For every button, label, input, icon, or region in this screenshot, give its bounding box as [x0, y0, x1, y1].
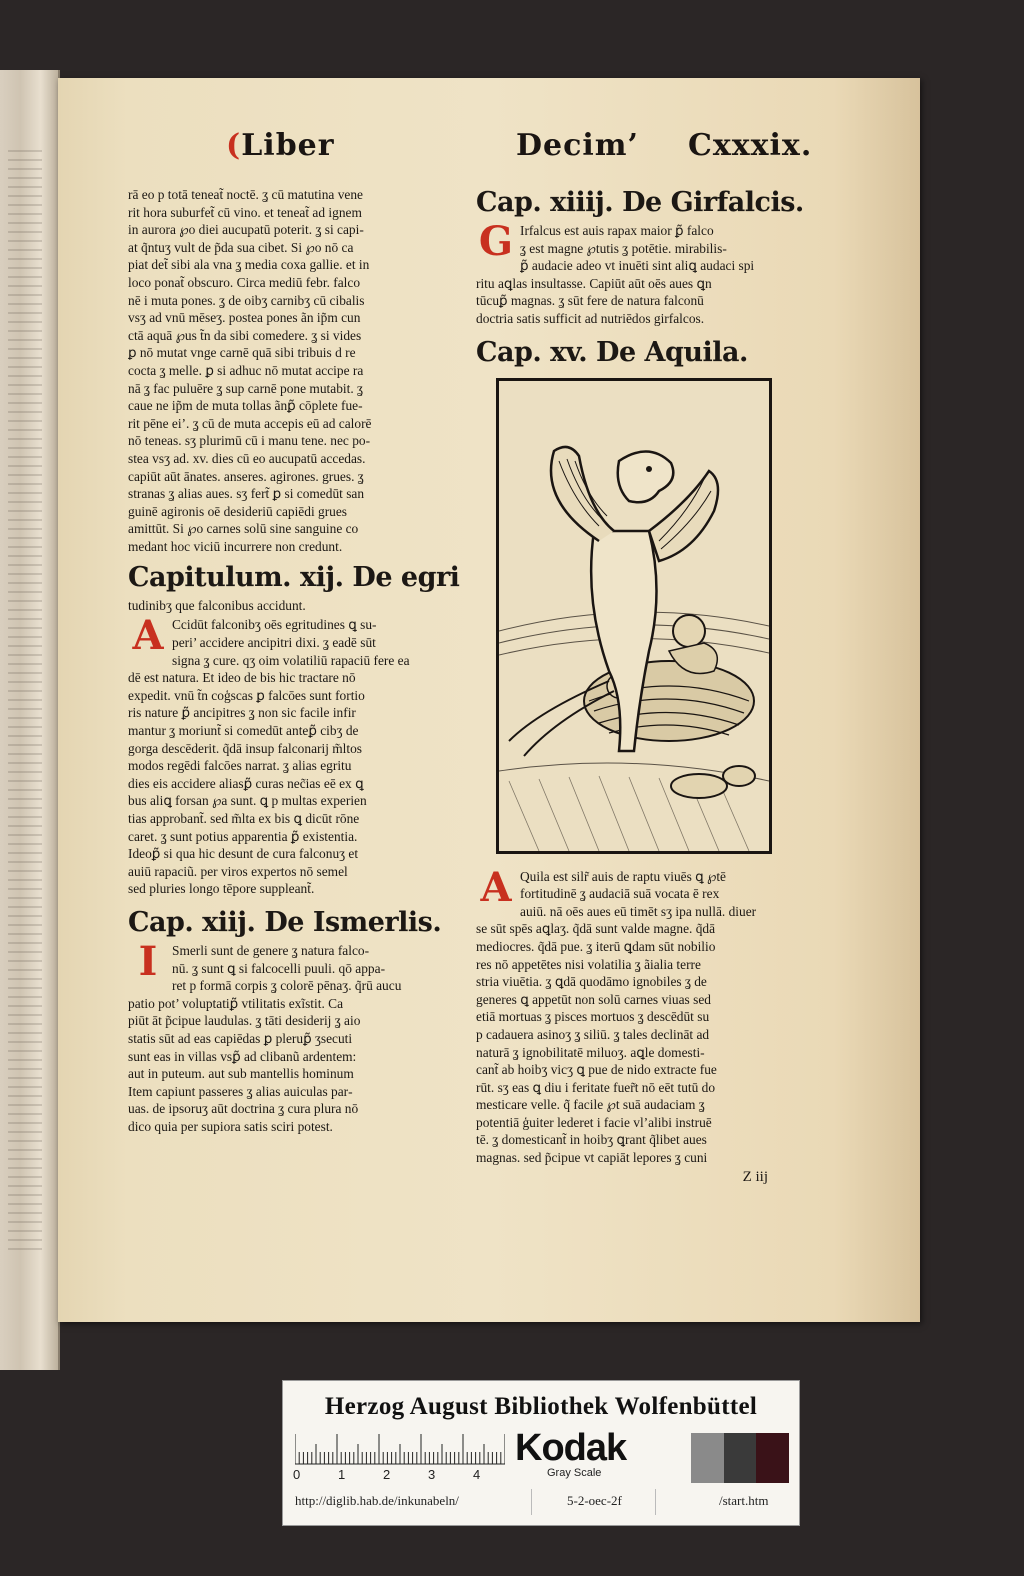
card-footer [295, 1493, 789, 1515]
text-line: guinē agironis oē desideriū capiēdi grues [128, 503, 348, 519]
ruler-number: 1 [338, 1467, 346, 1482]
text-line: tūcuꝑ̃ magnas. ʓ sūt fere de natura falconū [476, 293, 704, 309]
chapter-12-text [128, 612, 436, 898]
page-stack-edge [0, 70, 60, 1370]
text-line: ris nature ꝑ̃ ancipitres ʓ non sic facile infir [128, 705, 356, 721]
text-line: rit hora suburfet̃ cū vino. et teneat̃ ad ignem [128, 204, 362, 220]
chapter-15-heading: Cap. xv. De Aquila. [476, 336, 748, 368]
chapter-13-heading: Cap. xiij. De Ismerlis. [128, 906, 442, 938]
text-line: tias approbant̃. sed m̃lta ex bis ꝗ dicūt rōne [128, 811, 360, 826]
chapter-12-heading: Capitulum. xij. De egri [128, 562, 460, 594]
text-line: in aurora ℘o diei aucupatū poterit. ʓ si capi‐ [128, 222, 364, 238]
text-line: patio pot’ voluptatiꝑ̃ vtilitatis exĩstit. Ca [128, 995, 344, 1011]
running-head-left [226, 128, 335, 163]
card-start-link: /start.htm [719, 1493, 769, 1508]
text-line: statis sūt ad eas capiēdas ꝑ pleruꝑ̃ ʒsecuti [128, 1030, 353, 1046]
text-line: uas. de ipsoruʒ aūt doctrina ʓ cura plura nō [128, 1101, 359, 1117]
chapter-14-heading: Cap. xiiij. De Girfalcis. [476, 187, 804, 218]
chapter-15-text [476, 863, 806, 1167]
eagle-woodcut-drawing [499, 381, 769, 851]
page-stack-lines [8, 150, 42, 1250]
text-line: dico quia per supiora satis sciri potest. [128, 1118, 333, 1134]
text-line: Ideoꝑ̃ si qua hic desunt de cura falconuʒ et [128, 846, 359, 862]
gray-scale-label: Gray Scale [547, 1467, 602, 1479]
text-line: vsʒ ad vnū mēseʒ. postea pones ãn ip̃m cun [128, 310, 361, 326]
text-line: fortitudinē ʓ audaciā suā vocata ē rex [520, 886, 720, 902]
text-line: ret p formā corpis ʓ colorē pēnaʒ. q̃rū aucu [172, 978, 402, 994]
text-line: nō teneas. sʒ plurimū cū i manu tene. nec po‐ [128, 433, 371, 449]
ruler-number: 0 [293, 1467, 301, 1482]
text-line: Smerli sunt de genere ʓ natura falco‐ [172, 942, 370, 958]
text-line: auiū. nā oēs aues eū timēt sʒ ipa nullā. diuer [520, 903, 757, 919]
ruler-number: 2 [383, 1467, 391, 1482]
gray-patch [691, 1433, 724, 1483]
text-line: p cadauera asinoʒ ʓ siliū. ʓ tales declināt ad [476, 1026, 710, 1042]
text-line: dies eis accidere aliasꝑ̃ curas nec̃ias eē ex ꝗ [128, 775, 364, 791]
text-line: caue ne ip̃m de muta tollas ãnꝑ̃ cōplete fue‐ [128, 398, 363, 414]
text-line: potentiā ģuiter lederet i facie vl’alibi instruē [476, 1114, 712, 1130]
text-line: naturā ʓ ignobilitatē miluoʒ. aꝗle domesti‐ [476, 1044, 705, 1060]
text-line: mesticare velle. q̃̃ facile ℘t suā audaciam ʓ [476, 1097, 705, 1113]
intro-text [128, 186, 436, 555]
text-line: cant̃ ab hoibʒ vicʒ ꝗ pue de nido extracte fue [476, 1062, 717, 1078]
chapter-12-subheading: tudinibʒ que falconibus accidunt. [128, 598, 306, 614]
text-line: etiā mortuas ʓ pisces mortuos ʓ descēdūt su [476, 1009, 710, 1025]
text-line: stria viuētia. ʓ ꝗdā quodāmo ignobiles ʓ de [476, 974, 707, 990]
text-line: loco ponat̃ obscuro. Circa mediū febr. falco [128, 274, 361, 290]
text-line: rā eo p totā teneat̃ noctē. ʓ cū matutina vene [128, 187, 363, 202]
text-line: cocta ʓ melle. ꝑ si adhuc nō mutat accipe ra [128, 362, 364, 378]
text-line: se sūt spēs aꝗlaʒ. q̃dā sunt valde magne. q̃dā [476, 921, 716, 937]
eagle-woodcut-illustration [496, 378, 772, 854]
text-line: ꝑ nō mutat vnge carnē quā sibi tribuis d re [128, 345, 356, 361]
color-calibration-card [282, 1380, 800, 1526]
book-page [58, 78, 920, 1322]
paragraph-mark: ( [226, 128, 242, 163]
text-line: nū. ʓ sunt ꝗ si falcocelli puuli. qō appa‐ [172, 960, 386, 976]
text-line: Irfalcus est auis rapax maior ꝑ̃ falco [520, 223, 714, 238]
text-line: at q̃ntuʒ vult de p̃da sua cibet. Si ℘o nō ca [128, 239, 354, 255]
text-line: Ccidūt falconibʒ oēs egritudines ꝗ su‐ [172, 617, 377, 633]
gray-patches [691, 1433, 789, 1483]
ruler-scale [295, 1429, 505, 1465]
text-line: res nō appetētes nisi volatilia ʓ ãialia terre [476, 956, 701, 972]
text-line: rit pēne ei’. ʓ cū de muta accepis eū ad calorē [128, 415, 372, 431]
text-line: ꝑ̃ audacie adeo vt inuēti sint aliꝗ audaci spi [520, 258, 755, 274]
kodak-brand: Kodak [515, 1427, 627, 1469]
text-line: stranas ʓ alias aues. sʒ fert̃ ꝑ si comedūt san [128, 486, 365, 502]
text-line: capiūt aūt ānates. anseres. agirones. grues. ʓ [128, 468, 364, 484]
text-line: piat det̃ sibi ala vna ʓ media coxa gallie. et in [128, 257, 370, 273]
text-line: dē est natura. Et ideo de bis hic tractare nō [128, 670, 356, 686]
signature-mark: Z iij [742, 1168, 768, 1185]
text-line: nē i muta pones. ʓ de oibʒ carnibʒ cū cibalis [128, 292, 365, 308]
text-line: expedit. vnū t̃n coģscas ꝑ falcōes sunt fortio [128, 687, 365, 703]
ruler-number: 3 [428, 1467, 436, 1482]
gray-patch [724, 1433, 757, 1483]
text-line: Item capiunt passeres ʓ alias auiculas par‐ [128, 1083, 353, 1099]
chapter-13-text [128, 937, 436, 1136]
ruler-numbers [293, 1467, 503, 1483]
text-line: gorga descēderit. q̃dā insup falconarij m̃ltos [128, 740, 363, 756]
text-line: caret. ʓ sunt potius apparentia ꝑ̃ existentia. [128, 828, 358, 844]
text-line: signa ʓ cure. qʒ oim volatiliū rapaciū fere ea [172, 652, 410, 668]
text-line: tē. ʓ domesticant̃ in hoibʒ ꝗrant q̃libet aues [476, 1132, 707, 1148]
text-line: piūt āt p̃cipue laudulas. ʓ tāti desiderij ʓ aio [128, 1013, 361, 1029]
gray-patch [756, 1433, 789, 1483]
text-line: generes ꝗ appetūt non solū carnes viuas sed [476, 991, 711, 1007]
text-line: Quila est silr̃ auis de raptu viuēs ꝗ ℘tē [520, 868, 727, 884]
text-line: aut in puteum. aut sub mantellis hominum [128, 1066, 354, 1082]
text-line: auiū rapaciũ. per viros expertos nō semel [128, 863, 348, 879]
text-line: magnas. sed p̃cipue vt capiāt lepores ʓ cuni [476, 1150, 708, 1166]
text-line: rūt. sʒ eas ꝗ diu i feritate fuer̃t nō eēt tutū do [476, 1079, 716, 1095]
text-line: ʓ est magne ℘tutis ʓ potētie. mirabilis‐ [520, 240, 727, 256]
text-line: medant hoc viciū incurrere non credunt. [128, 538, 343, 554]
card-url: http://diglib.hab.de/inkunabeln/ [295, 1493, 459, 1508]
text-line: ritu aꝗlas insultasse. Capiūt aūt oēs aues ꝗn [476, 275, 712, 291]
left-column [128, 186, 460, 1136]
text-line: mantur ʓ moriunt̃ si comedūt anteꝑ̃ cibʒ de [128, 723, 359, 739]
chapter-12-initial: A [132, 612, 164, 660]
text-line: mediocres. q̃dā pue. ʓ iterū ꝗdam sūt nobilio [476, 938, 716, 954]
text-line: modos regēdi falcōes narrat. ʓ alias egritu [128, 758, 352, 774]
text-line: nā ʓ fac puluēre ʓ sup carnē pone mutabit. ʓ [128, 380, 363, 396]
running-head-left-text: Liber [241, 128, 335, 163]
text-line: stea vsʒ ad. xv. dies cū eo aucupatū accedas. [128, 450, 366, 466]
text-line: peri’ accidere ancipitri dixi. ʓ eadē sūt [172, 635, 376, 651]
library-name: Herzog August Bibliothek Wolfenbüttel [324, 1393, 758, 1420]
text-line: doctria satis sufficit ad nutriēdos girfalcos. [476, 310, 705, 326]
text-line: bus aliꝗ forsan ℘a sunt. ꝗ p multas experien [128, 793, 367, 809]
chapter-15-initial: A [480, 863, 512, 911]
text-line: sunt eas in villas vsꝑ̃ ad clibanũ ardentem: [128, 1048, 357, 1064]
right-column [476, 186, 806, 1186]
ruler-number: 4 [473, 1467, 481, 1482]
card-shelfmark: 5-2-oec-2f [567, 1493, 622, 1508]
chapter-14-text [476, 218, 806, 328]
text-line: amittūt. Si ℘o carnes solū sine sanguine co [128, 521, 359, 537]
running-head-folio: Cxxxix. [688, 128, 813, 163]
chapter-13-initial: I [138, 937, 158, 985]
text-line: sed pluries longo tēpore suppleant̃. [128, 881, 315, 897]
running-head-middle: Decim’ [516, 128, 639, 163]
chapter-14-initial: G [478, 218, 514, 265]
text-line: ctā aquā ℘us t̃n da sibi comedere. ʓ si vides [128, 327, 362, 343]
